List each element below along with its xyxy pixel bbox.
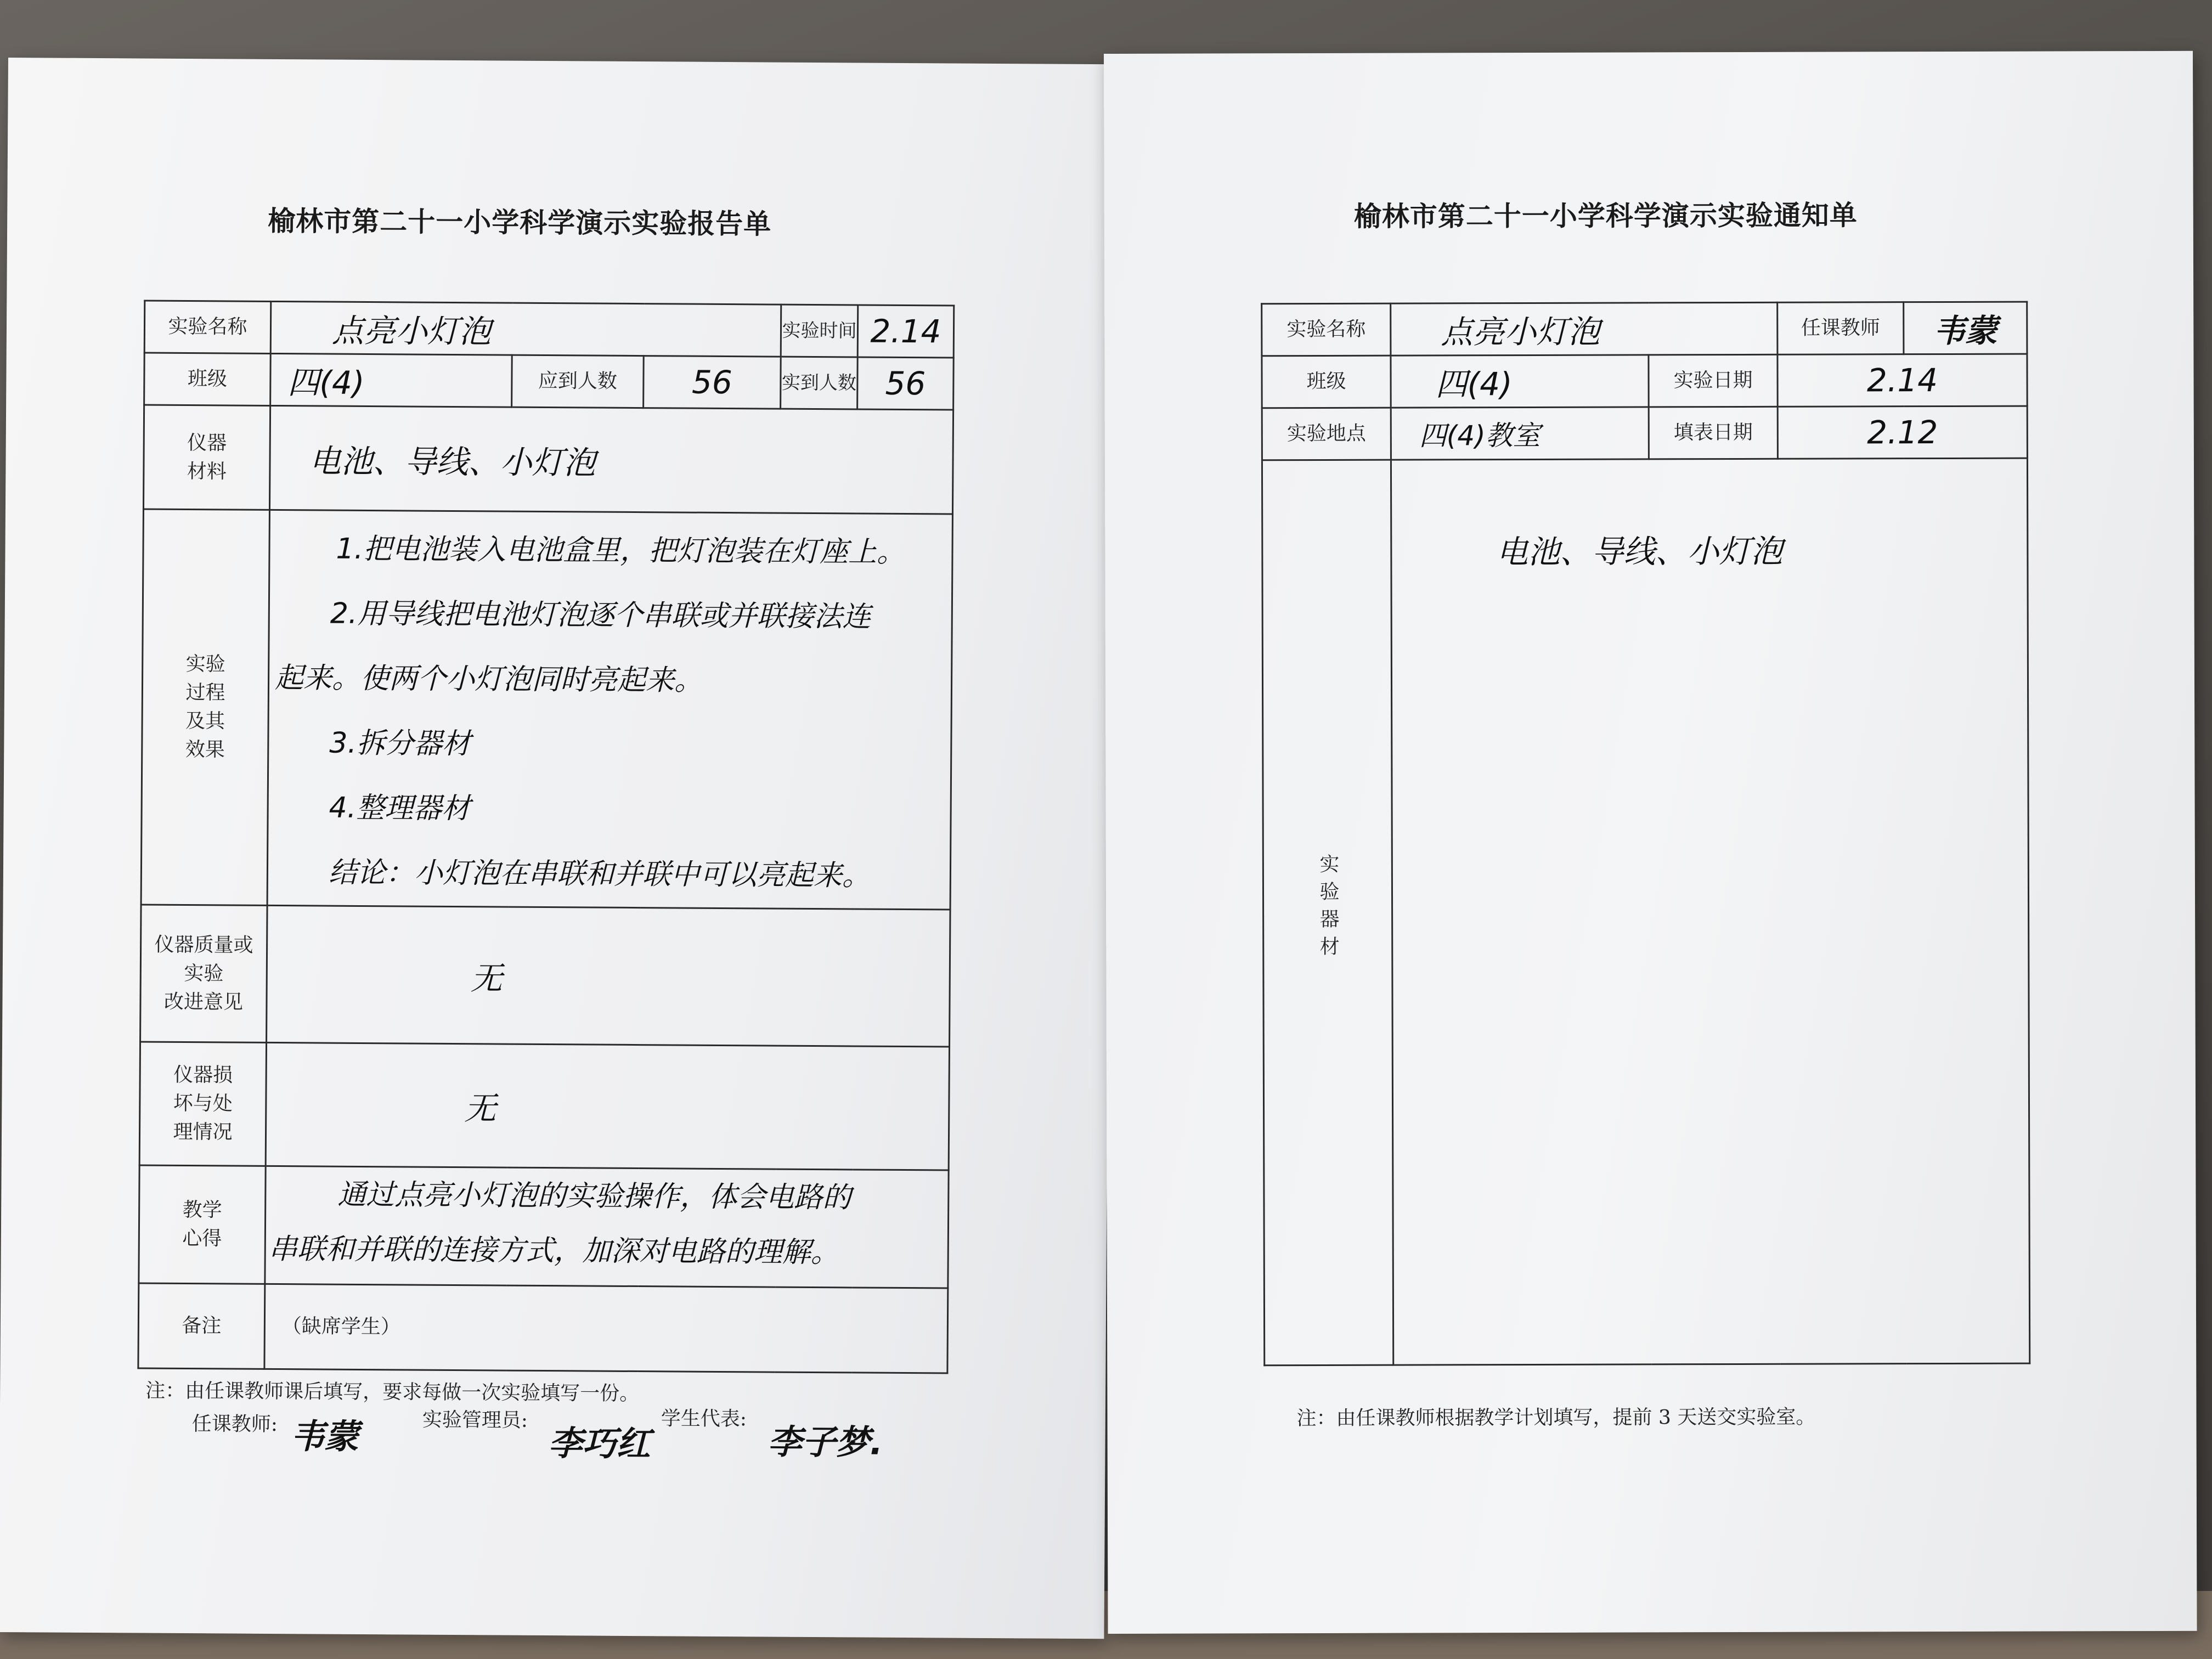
report-sheet — [0, 58, 1114, 1639]
value-remarks: （缺席学生） — [281, 1315, 401, 1339]
value-quality: 无 — [470, 959, 503, 997]
row-quality — [140, 905, 951, 1047]
notice-row-location — [1262, 406, 2027, 460]
notice-cell-location — [1391, 407, 1649, 460]
process-line-6: 结论：小灯泡在串联和并联中可以亮起来。 — [328, 856, 871, 893]
notice-value-experiment-date: 2.14 — [1866, 362, 1938, 399]
notice-row-name — [1262, 302, 2027, 356]
notice-value-experiment-name: 点亮小灯泡 — [1441, 313, 1600, 351]
notice-value-location: 四(4)教室 — [1419, 419, 1541, 452]
cell-materials — [269, 405, 953, 514]
reflection-line-2: 串联和并联的连接方式，加深对电路的理解。 — [268, 1232, 839, 1269]
notice-label-fill-date: 填表日期 — [1649, 407, 1778, 459]
value-damage: 无 — [464, 1090, 496, 1127]
notice-table — [1261, 301, 2030, 1367]
report-table — [137, 300, 955, 1374]
value-class: 四(4) — [287, 364, 365, 402]
cell-quality — [267, 905, 951, 1047]
row-damage — [139, 1042, 949, 1170]
notice-label-experiment-date: 实验日期 — [1649, 354, 1778, 407]
label-remarks: 备注 — [138, 1283, 265, 1369]
process-line-5: 4.整理器材 — [329, 791, 471, 826]
teacher-signature: 韦蒙 — [290, 1416, 359, 1457]
label-quality: 仪器质量或 实验 改进意见 — [140, 905, 268, 1042]
value-experiment-time: 2.14 — [870, 312, 941, 351]
cell-damage — [266, 1042, 949, 1170]
admin-signature: 李巧红 — [548, 1423, 651, 1464]
row-class — [144, 353, 954, 410]
notice-value-teacher: 韦蒙 — [1933, 312, 1997, 350]
notice-cell-fill-date — [1778, 406, 2027, 459]
row-reflection — [139, 1165, 949, 1288]
value-materials: 电池、导线、小灯泡 — [309, 442, 596, 482]
cell-experiment-name — [270, 301, 781, 357]
student-signature-label: 学生代表: — [661, 1407, 747, 1431]
notice-row-class — [1262, 354, 2027, 408]
row-experiment-name — [144, 301, 954, 358]
teacher-signature-label: 任课教师: — [191, 1413, 278, 1436]
cell-actual-count — [857, 357, 954, 410]
notice-cell-experiment-date — [1778, 354, 2027, 407]
notice-sheet — [1104, 51, 2197, 1634]
label-process: 实验 过程 及其 效果 — [141, 509, 269, 905]
notice-title: 榆林市第二十一小学科学演示实验通知单 — [1353, 199, 1858, 233]
cell-experiment-time — [857, 305, 954, 358]
value-expected-count: 56 — [691, 363, 733, 402]
label-expected-count: 应到人数 — [512, 355, 644, 408]
admin-signature-label: 实验管理员: — [422, 1408, 528, 1432]
notice-value-equipment: 电池、导线、小灯泡 — [1496, 532, 1783, 571]
notice-label-class: 班级 — [1262, 356, 1391, 408]
cell-class — [270, 353, 512, 407]
notice-label-experiment-name: 实验名称 — [1262, 303, 1391, 356]
label-damage: 仪器损 坏与处 理情况 — [139, 1042, 266, 1166]
notice-cell-teacher — [1904, 302, 2027, 354]
notice-cell-equipment — [1391, 458, 2029, 1365]
row-materials — [143, 405, 953, 514]
notice-cell-class — [1391, 355, 1649, 408]
notice-label-equipment-cell — [1262, 460, 1393, 1365]
notice-label-equipment: 实验器材 — [1316, 853, 1340, 963]
report-note: 注：由任课教师课后填写，要求每做一次实验填写一份。 — [145, 1379, 640, 1406]
notice-note: 注：由任课教师根据教学计划填写，提前 3 天送交实验室。 — [1296, 1406, 1816, 1430]
row-process — [141, 509, 952, 910]
value-actual-count: 56 — [885, 364, 926, 403]
notice-cell-experiment-name — [1391, 302, 1778, 356]
label-class: 班级 — [144, 353, 271, 405]
process-line-3: 起来。使两个小灯泡同时亮起来。 — [274, 661, 703, 697]
label-reflection: 教学 心得 — [139, 1165, 266, 1284]
label-materials: 仪器 材料 — [143, 405, 270, 510]
label-experiment-time: 实验时间 — [781, 304, 858, 357]
process-line-1: 1.把电池装入电池盒里，把灯泡装在灯座上。 — [336, 532, 906, 569]
cell-reflection — [265, 1166, 949, 1288]
cell-process — [267, 510, 952, 910]
notice-value-class: 四(4) — [1435, 365, 1513, 403]
notice-row-equipment — [1262, 458, 2029, 1365]
notice-label-teacher: 任课教师 — [1778, 302, 1904, 355]
label-experiment-name: 实验名称 — [144, 301, 271, 353]
report-title: 榆林市第二十一小学科学演示实验报告单 — [268, 205, 772, 240]
row-remarks — [138, 1283, 948, 1373]
cell-remarks — [264, 1284, 948, 1373]
reflection-line-1: 通过点亮小灯泡的实验操作，体会电路的 — [337, 1178, 851, 1215]
value-experiment-name: 点亮小灯泡 — [331, 312, 492, 351]
label-actual-count: 实到人数 — [781, 357, 858, 409]
notice-label-location: 实验地点 — [1262, 408, 1391, 460]
process-line-2: 2.用导线把电池灯泡逐个串联或并联接法连 — [330, 597, 871, 634]
notice-value-fill-date: 2.12 — [1867, 414, 1938, 452]
cell-expected-count — [644, 356, 781, 409]
process-line-4: 3.拆分器材 — [329, 726, 471, 761]
student-signature: 李子梦. — [768, 1421, 883, 1463]
